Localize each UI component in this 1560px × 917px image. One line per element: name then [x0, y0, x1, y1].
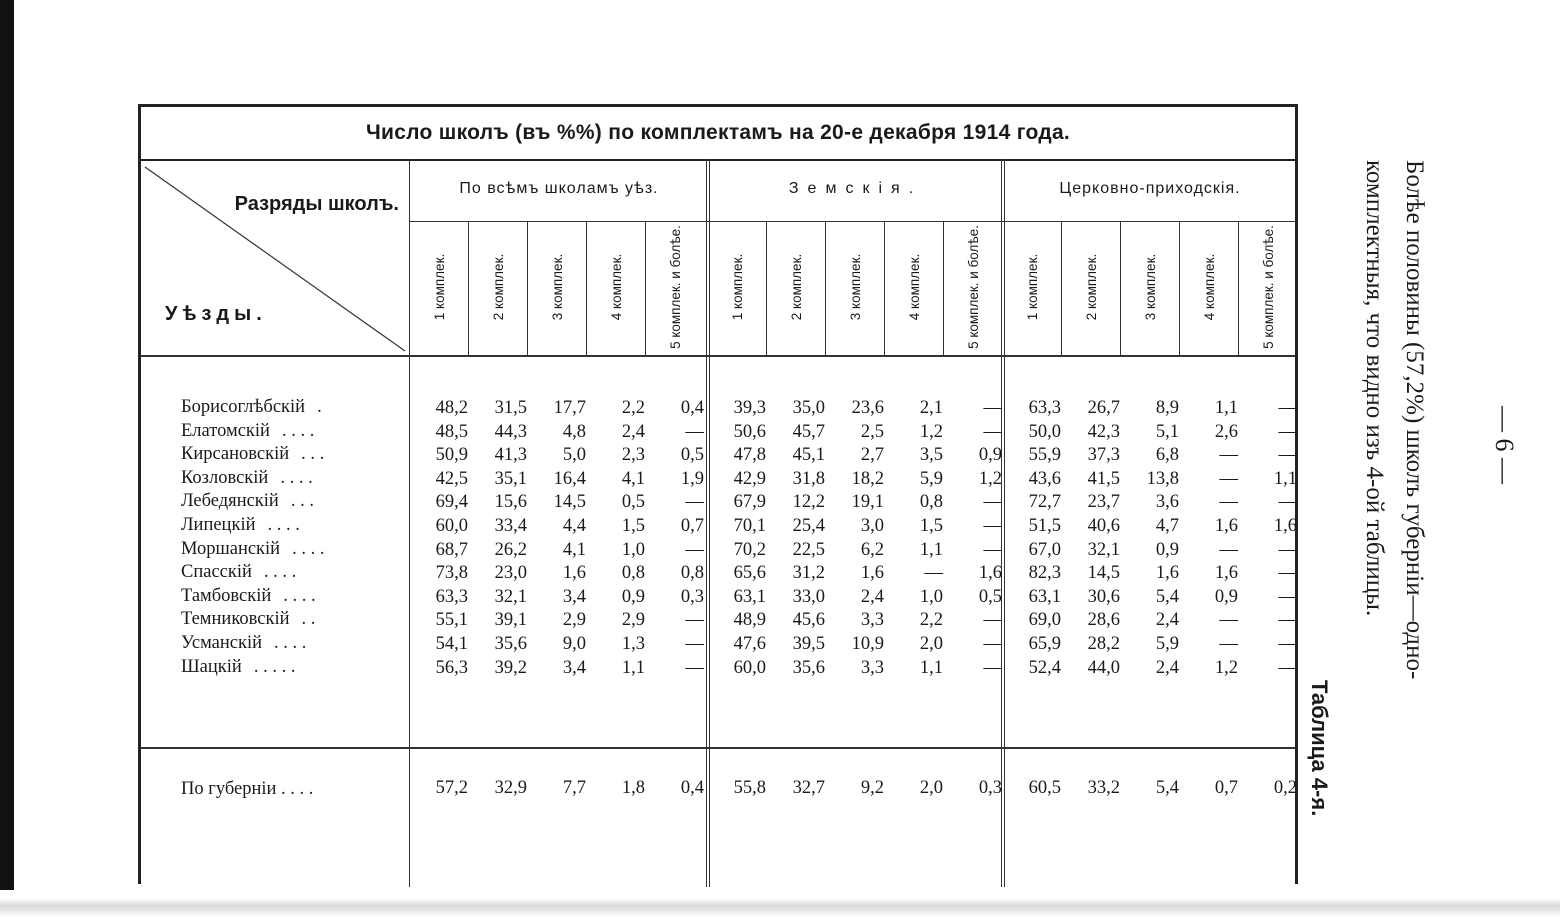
table-cell: 13,8	[1146, 468, 1179, 489]
table-cell: 1,6	[1273, 516, 1297, 536]
table-cell: 0,5	[621, 492, 645, 513]
column-header-label: 2 комплек.	[789, 253, 804, 321]
table-cell: 0,3	[680, 586, 704, 607]
column-rule	[409, 159, 410, 887]
table-cell: 2,9	[562, 610, 586, 631]
table-cell: 50,0	[1028, 421, 1061, 442]
table-cell: 42,9	[733, 468, 766, 489]
table-cell: 47,6	[733, 634, 766, 654]
table-cell: 10,9	[851, 634, 884, 654]
table-cell: 3,6	[1155, 492, 1179, 513]
column-header-label: 1 комплек.	[432, 253, 447, 321]
column-header-label: 4 комплек.	[1202, 253, 1217, 321]
table-cell: 0,9	[1214, 586, 1238, 607]
table-cell: 0,8	[621, 563, 645, 584]
table-cell: 16,4	[553, 468, 586, 489]
table-cell: 1,9	[680, 468, 704, 489]
table-cell: 63,1	[733, 586, 766, 607]
row-rule	[141, 747, 1295, 749]
table-cell: 1,1	[1273, 468, 1297, 489]
table-cell: 2,4	[621, 421, 645, 442]
column-header	[589, 223, 645, 351]
leader-dots: .	[317, 397, 322, 417]
table-cell: 35,6	[494, 634, 527, 654]
column-header-label: 4 комплек.	[609, 253, 624, 321]
side-annotation	[1307, 160, 1440, 880]
table-cell: —	[1219, 492, 1238, 513]
table-cell: 1,6	[562, 563, 586, 584]
table-cell: 35,6	[792, 657, 825, 678]
table-cell: 5,4	[1155, 586, 1179, 607]
column-rule	[766, 221, 767, 355]
table-cell: 6,8	[1155, 445, 1179, 466]
table-cell: 6,2	[860, 539, 884, 560]
table-cell: 33,4	[494, 516, 527, 536]
side-text-line1: Болѣе половины (57,2%) школъ губерніи—одно-	[1401, 160, 1428, 680]
table-cell: 2,4	[1155, 657, 1179, 678]
leader-dots: . . .	[290, 491, 314, 512]
table-cell: 15,6	[494, 492, 527, 513]
column-header-label: 1 комплек.	[1025, 253, 1040, 321]
table-cell: 50,9	[435, 445, 468, 466]
leader-dots: . . . .	[267, 514, 300, 535]
table-cell: 63,3	[1028, 398, 1061, 418]
table-cell: 8,9	[1155, 398, 1179, 418]
table-cell: 43,6	[1028, 468, 1061, 489]
column-header-label: 5 комплек. и болѣе.	[668, 225, 683, 349]
district-name-text: Кирсановскій	[181, 444, 290, 465]
table-cell: —	[983, 634, 1002, 654]
table-cell: 3,0	[860, 516, 884, 536]
column-header	[1064, 223, 1120, 351]
total-cell: 2,0	[919, 778, 943, 798]
table-cell: 70,1	[733, 516, 766, 536]
table-cell: 2,4	[1155, 610, 1179, 631]
table-cell: —	[1278, 445, 1297, 466]
column-header-label: 4 комплек.	[907, 253, 922, 321]
table-cell: 4,7	[1155, 516, 1179, 536]
table-cell: —	[1278, 657, 1297, 678]
total-cell: 0,4	[680, 778, 704, 798]
table-cell: 1,0	[919, 586, 943, 607]
table-cell: 44,3	[494, 421, 527, 442]
table-cell: 1,2	[1214, 657, 1238, 678]
leader-dots: . . . .	[263, 562, 297, 583]
table-cell: 28,2	[1087, 634, 1120, 654]
total-cell: 32,7	[792, 778, 825, 798]
table-cell: 1,1	[621, 657, 645, 678]
statistics-table	[138, 104, 1298, 884]
column-header	[1005, 223, 1061, 351]
table-cell: 1,0	[621, 539, 645, 560]
table-cell: 82,3	[1028, 563, 1061, 584]
table-cell: 30,6	[1087, 586, 1120, 607]
table-number-label: Таблица 4-я.	[1307, 680, 1332, 817]
table-cell: 2,5	[860, 421, 884, 442]
table-cell: 26,2	[494, 539, 527, 560]
total-cell: 32,9	[494, 778, 527, 798]
table-cell: 35,0	[792, 398, 825, 418]
table-cell: 2,9	[621, 610, 645, 631]
table-cell: —	[685, 421, 704, 442]
table-cell: 60,0	[435, 516, 468, 536]
table-cell: 0,9	[1155, 539, 1179, 560]
table-cell: 45,1	[792, 445, 825, 466]
total-cell: 5,4	[1155, 778, 1179, 798]
table-cell: 69,4	[435, 492, 468, 513]
table-cell: 39,2	[494, 657, 527, 678]
column-header-label: 3 комплек.	[550, 253, 565, 321]
corner-label-categories: Разряды школъ.	[234, 193, 399, 215]
table-cell: 63,3	[435, 586, 468, 607]
table-cell: 55,1	[435, 610, 468, 631]
column-header	[1123, 223, 1179, 351]
table-cell: 44,0	[1087, 657, 1120, 678]
table-cell: 33,0	[792, 586, 825, 607]
table-cell: 42,5	[435, 468, 468, 489]
header-corner-cell	[141, 159, 409, 355]
column-header-label: 3 комплек.	[848, 253, 863, 321]
table-cell: —	[983, 539, 1002, 560]
district-name	[181, 515, 324, 539]
table-cell: 2,7	[860, 445, 884, 466]
column-rule	[1120, 221, 1121, 355]
table-cell: 0,4	[680, 398, 704, 418]
total-cell: 0,2	[1273, 778, 1297, 798]
table-cell: 4,1	[562, 539, 586, 560]
district-name	[181, 397, 324, 421]
group-header-parish: Церковно-приходскія.	[1059, 180, 1241, 197]
table-cell: 31,2	[792, 563, 825, 584]
table-cell: 0,9	[621, 586, 645, 607]
table-cell: 1,2	[919, 421, 943, 442]
total-cell: 1,8	[621, 778, 645, 798]
table-cell: 1,6	[1214, 563, 1238, 584]
table-cell: 2,0	[919, 634, 943, 654]
total-cell: 9,2	[860, 778, 884, 798]
district-name	[181, 468, 324, 492]
table-cell: —	[685, 634, 704, 654]
table-cell: 54,1	[435, 634, 468, 654]
page-number: — 6 —	[1490, 406, 1519, 484]
district-name	[181, 633, 324, 657]
table-cell: 0,5	[978, 586, 1002, 607]
column-header-label: 5 комплек. и болѣе.	[966, 225, 981, 349]
leader-dots: . . . .	[281, 420, 315, 441]
side-text-line2: комплектныя, что видно изъ 4-ой таблицы.	[1361, 160, 1388, 617]
leader-dots: . . . .	[283, 585, 316, 606]
table-cell: 25,4	[792, 516, 825, 536]
table-cell: 41,3	[494, 445, 527, 466]
district-name	[181, 444, 324, 468]
table-cell: —	[1278, 398, 1297, 418]
column-rule	[825, 221, 826, 355]
column-header	[887, 223, 943, 351]
table-cell: 42,3	[1087, 421, 1120, 442]
table-cell: 73,8	[435, 563, 468, 584]
table-cell: —	[1278, 586, 1297, 607]
table-cell: —	[1278, 563, 1297, 584]
district-names	[181, 397, 324, 680]
total-cell: 0,7	[1214, 778, 1238, 798]
row-rule	[141, 355, 1295, 357]
column-rule	[943, 221, 944, 355]
table-cell: 50,6	[733, 421, 766, 442]
table-cell: —	[685, 657, 704, 678]
table-cell: 48,9	[733, 610, 766, 631]
column-header	[1182, 223, 1238, 351]
column-header	[946, 223, 1002, 351]
column-header	[471, 223, 527, 351]
column-header	[828, 223, 884, 351]
table-cell: —	[1219, 468, 1238, 489]
table-cell: 48,5	[435, 421, 468, 442]
column-rule	[527, 221, 528, 355]
scan-edge-left	[0, 0, 14, 917]
district-name-text: Елатомскій	[181, 420, 270, 441]
table-cell: 0,8	[680, 563, 704, 584]
column-rule	[884, 221, 885, 355]
table-cell: 45,7	[792, 421, 825, 442]
table-cell: 3,4	[562, 586, 586, 607]
column-header-label: 3 комплек.	[1143, 253, 1158, 321]
table-cell: 51,5	[1028, 516, 1061, 536]
column-header	[710, 223, 766, 351]
table-cell: 0,7	[680, 516, 704, 536]
table-cell: 45,6	[792, 610, 825, 631]
district-name-text: Спасскій	[181, 562, 252, 583]
table-cell: 3,4	[562, 657, 586, 678]
column-header	[1241, 223, 1297, 351]
table-cell: 2,2	[621, 398, 645, 418]
table-cell: 17,7	[553, 398, 586, 418]
total-cell: 60,5	[1028, 778, 1061, 798]
column-header	[412, 223, 468, 351]
district-name	[181, 609, 324, 633]
total-cell: 33,2	[1087, 778, 1120, 798]
column-rule	[1061, 221, 1062, 355]
leader-dots: . . . . .	[253, 656, 296, 677]
table-cell: —	[685, 492, 704, 513]
table-cell: 55,9	[1028, 445, 1061, 466]
table-cell: 35,1	[494, 468, 527, 489]
leader-dots: . . . .	[280, 467, 313, 488]
group-header-zemstvo: Земскія.	[788, 180, 923, 197]
column-header	[648, 223, 704, 351]
table-cell: 32,1	[1087, 539, 1120, 560]
table-cell: —	[1278, 492, 1297, 513]
table-cell: 12,2	[792, 492, 825, 513]
table-cell: —	[685, 610, 704, 631]
table-cell: 2,1	[919, 398, 943, 418]
table-cell: 4,8	[562, 421, 586, 442]
table-cell: 68,7	[435, 539, 468, 560]
table-cell: 1,5	[919, 516, 943, 536]
table-cell: 3,5	[919, 445, 943, 466]
table-cell: 65,6	[733, 563, 766, 584]
table-cell: 37,3	[1087, 445, 1120, 466]
table-cell: 31,5	[494, 398, 527, 418]
table-cell: 31,8	[792, 468, 825, 489]
table-cell: 39,1	[494, 610, 527, 631]
table-cell: 0,9	[978, 445, 1002, 466]
table-cell: 1,6	[860, 563, 884, 584]
table-cell: 39,5	[792, 634, 825, 654]
table-cell: 2,3	[621, 445, 645, 466]
column-rule	[586, 221, 587, 355]
table-cell: 3,3	[860, 610, 884, 631]
table-cell: 1,6	[978, 563, 1002, 584]
column-header	[769, 223, 825, 351]
table-cell: 52,4	[1028, 657, 1061, 678]
table-cell: 14,5	[1087, 563, 1120, 584]
table-cell: 65,9	[1028, 634, 1061, 654]
group-header-all: По всѣмъ школамъ уѣз.	[459, 180, 659, 197]
table-cell: 5,9	[1155, 634, 1179, 654]
table-cell: 48,2	[435, 398, 468, 418]
table-cell: 69,0	[1028, 610, 1061, 631]
table-cell: 1,1	[1214, 398, 1238, 418]
table-cell: 1,2	[978, 468, 1002, 489]
table-cell: 5,9	[919, 468, 943, 489]
column-rule	[1238, 221, 1239, 355]
table-cell: 41,5	[1087, 468, 1120, 489]
table-cell: 56,3	[435, 657, 468, 678]
column-header-label: 2 комплек.	[491, 253, 506, 321]
column-rule	[1179, 221, 1180, 355]
column-header-label: 2 комплек.	[1084, 253, 1099, 321]
table-cell: —	[983, 421, 1002, 442]
table-cell: —	[983, 492, 1002, 513]
leader-dots: . . . .	[274, 632, 307, 653]
table-cell: —	[983, 657, 1002, 678]
scan-edge-bottom	[0, 890, 1560, 917]
district-name	[181, 586, 324, 610]
total-cell: 57,2	[435, 778, 468, 798]
table-cell: 47,8	[733, 445, 766, 466]
leader-dots: . . .	[301, 444, 325, 465]
column-rule	[468, 221, 469, 355]
district-name-text: Шацкій	[181, 656, 242, 677]
column-header	[530, 223, 586, 351]
table-cell: 5,1	[1155, 421, 1179, 442]
table-cell: —	[1219, 634, 1238, 654]
district-name-text: Усманскій	[181, 632, 263, 653]
table-cell: 70,2	[733, 539, 766, 560]
district-name	[181, 421, 324, 445]
district-name	[181, 539, 324, 563]
district-name-text: Моршанскій	[181, 538, 281, 559]
table-cell: 14,5	[553, 492, 586, 513]
table-cell: 0,8	[919, 492, 943, 513]
table-cell: 1,6	[1155, 563, 1179, 584]
table-cell: 23,6	[851, 398, 884, 418]
district-name-text: Липецкій	[181, 514, 256, 535]
table-cell: 72,7	[1028, 492, 1061, 513]
table-cell: 23,7	[1087, 492, 1120, 513]
table-cell: 2,4	[860, 586, 884, 607]
table-cell: —	[983, 398, 1002, 418]
table-cell: 1,5	[621, 516, 645, 536]
district-name-text: Темниковскій	[181, 609, 290, 630]
district-name-text: Лебедянскій	[181, 491, 279, 512]
column-header-label: 5 комплек. и болѣе.	[1261, 225, 1276, 349]
leader-dots: . .	[301, 609, 316, 630]
table-cell: 0,5	[680, 445, 704, 466]
total-cell: 55,8	[733, 778, 766, 798]
table-cell: 39,3	[733, 398, 766, 418]
table-cell: —	[685, 539, 704, 560]
table-cell: —	[1219, 610, 1238, 631]
column-rule	[645, 221, 646, 355]
district-name	[181, 562, 324, 586]
table-cell: 67,9	[733, 492, 766, 513]
corner-label-districts: Уѣзды.	[165, 303, 267, 325]
table-cell: 32,1	[494, 586, 527, 607]
table-cell: 2,6	[1214, 421, 1238, 442]
table-cell: —	[924, 563, 943, 584]
table-cell: —	[983, 610, 1002, 631]
table-cell: 5,0	[562, 445, 586, 466]
district-name	[181, 657, 324, 681]
table-cell: 18,2	[851, 468, 884, 489]
table-cell: 2,2	[919, 610, 943, 631]
table-cell: 1,6	[1214, 516, 1238, 536]
table-cell: 28,6	[1087, 610, 1120, 631]
district-name-text: Борисоглѣбскій	[181, 397, 306, 417]
district-name	[181, 491, 324, 515]
table-cell: 67,0	[1028, 539, 1061, 560]
table-cell: 4,1	[621, 468, 645, 489]
table-cell: 19,1	[851, 492, 884, 513]
table-cell: 60,0	[733, 657, 766, 678]
table-cell: —	[983, 516, 1002, 536]
table-cell: 63,1	[1028, 586, 1061, 607]
district-name-text: Козловскій	[181, 467, 269, 488]
table-cell: 3,3	[860, 657, 884, 678]
table-cell: 22,5	[792, 539, 825, 560]
table-cell: 1,3	[621, 634, 645, 654]
table-cell: 9,0	[562, 634, 586, 654]
table-cell: 23,0	[494, 563, 527, 584]
leader-dots: . . . .	[292, 538, 325, 559]
total-cell: 0,3	[978, 778, 1002, 798]
table-cell: —	[1278, 634, 1297, 654]
district-name-text: Тамбовскій	[181, 585, 272, 606]
table-cell: —	[1219, 445, 1238, 466]
province-total-label: По губерніи . . . .	[181, 779, 314, 799]
table-title: Число школъ (въ %%) по комплектамъ на 20-е декабря 1914 года.	[141, 107, 1295, 161]
table-cell: 1,1	[919, 539, 943, 560]
total-cell: 7,7	[562, 778, 586, 798]
row-rule	[409, 221, 1295, 222]
table-cell: 26,7	[1087, 398, 1120, 418]
table-cell: —	[1278, 610, 1297, 631]
table-cell: —	[1278, 421, 1297, 442]
column-header-label: 1 комплек.	[730, 253, 745, 321]
table-cell: —	[1219, 539, 1238, 560]
table-cell: 1,1	[919, 657, 943, 678]
table-cell: —	[1278, 539, 1297, 560]
table-cell: 4,4	[562, 516, 586, 536]
table-cell: 40,6	[1087, 516, 1120, 536]
